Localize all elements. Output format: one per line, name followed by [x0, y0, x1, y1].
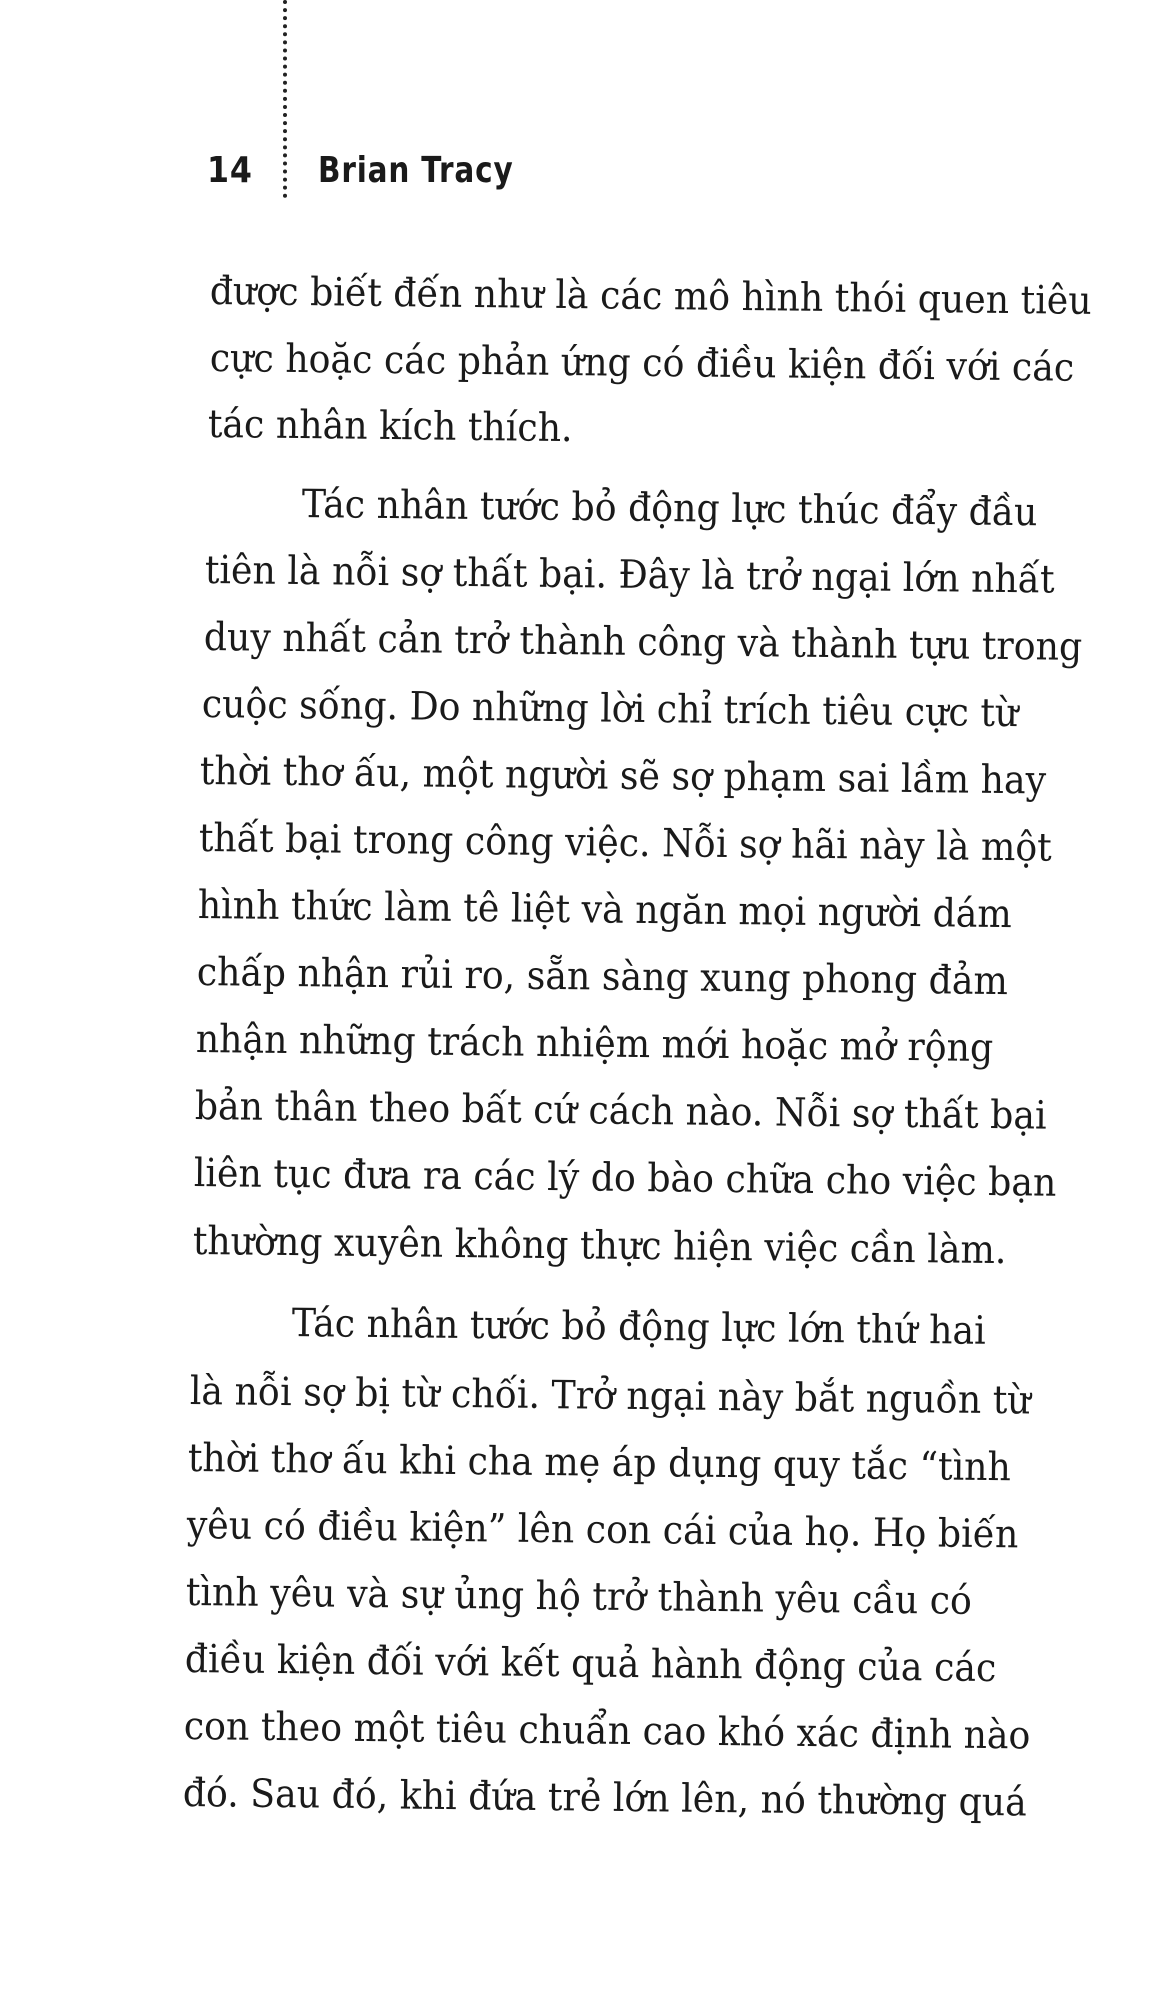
body-line: duy nhất cản trở thành công và thành tựu trong: [203, 615, 1083, 670]
body-line: điều kiện đối với kết quả hành động của các: [184, 1637, 997, 1692]
body-line: Tác nhân tước bỏ động lực lớn thứ hai: [291, 1301, 986, 1354]
body-line: thường xuyên không thực hiện việc cần làm.: [192, 1219, 1007, 1274]
body-line: yêu có điều kiện” lên con cái của họ. Họ biến: [186, 1503, 1019, 1558]
body-line: được biết đến như là các mô hình thói quen tiêu: [209, 269, 1092, 324]
body-line: liên tục đưa ra các lý do bào chữa cho việc bạn: [193, 1151, 1057, 1206]
body-line: cuộc sống. Do những lời chỉ trích tiêu cực từ: [201, 682, 1019, 737]
body-line: cực hoặc các phản ứng có điều kiện đối với các: [209, 336, 1075, 391]
body-line: tiên là nỗi sợ thất bại. Đây là trở ngại lớn nhất: [204, 548, 1055, 603]
body-line: tình yêu và sự ủng hộ trở thành yêu cầu có: [185, 1570, 973, 1624]
body-line: bản thân theo bất cứ cách nào. Nỗi sợ thất bại: [194, 1084, 1047, 1139]
body-line: nhận những trách nhiệm mới hoặc mở rộng: [195, 1017, 994, 1071]
body-line: hình thức làm tê liệt và ngăn mọi người dám: [197, 883, 1013, 938]
body-line: đó. Sau đó, khi đứa trẻ lớn lên, nó thường quá: [182, 1771, 1028, 1826]
body-line: Tác nhân tước bỏ động lực thúc đẩy đầu: [301, 482, 1038, 536]
body-line: chấp nhận rủi ro, sẵn sàng xung phong đảm: [196, 950, 1009, 1005]
body-line: con theo một tiêu chuẩn cao khó xác định nào: [183, 1704, 1031, 1759]
running-head-author: Brian Tracy: [318, 150, 514, 191]
body-line: thất bại trong công việc. Nỗi sợ hãi này là một: [198, 816, 1052, 871]
header-dotted-rule: [283, 0, 287, 198]
body-line: thời thơ ấu khi cha mẹ áp dụng quy tắc “tình: [187, 1436, 1012, 1491]
body-line: là nỗi sợ bị từ chối. Trở ngại này bắt nguồn từ: [189, 1369, 1031, 1424]
body-line: tác nhân kích thích.: [207, 402, 573, 452]
body-line: thời thơ ấu, một người sẽ sợ phạm sai lầm hay: [199, 749, 1047, 804]
page-number: 14: [207, 150, 253, 191]
